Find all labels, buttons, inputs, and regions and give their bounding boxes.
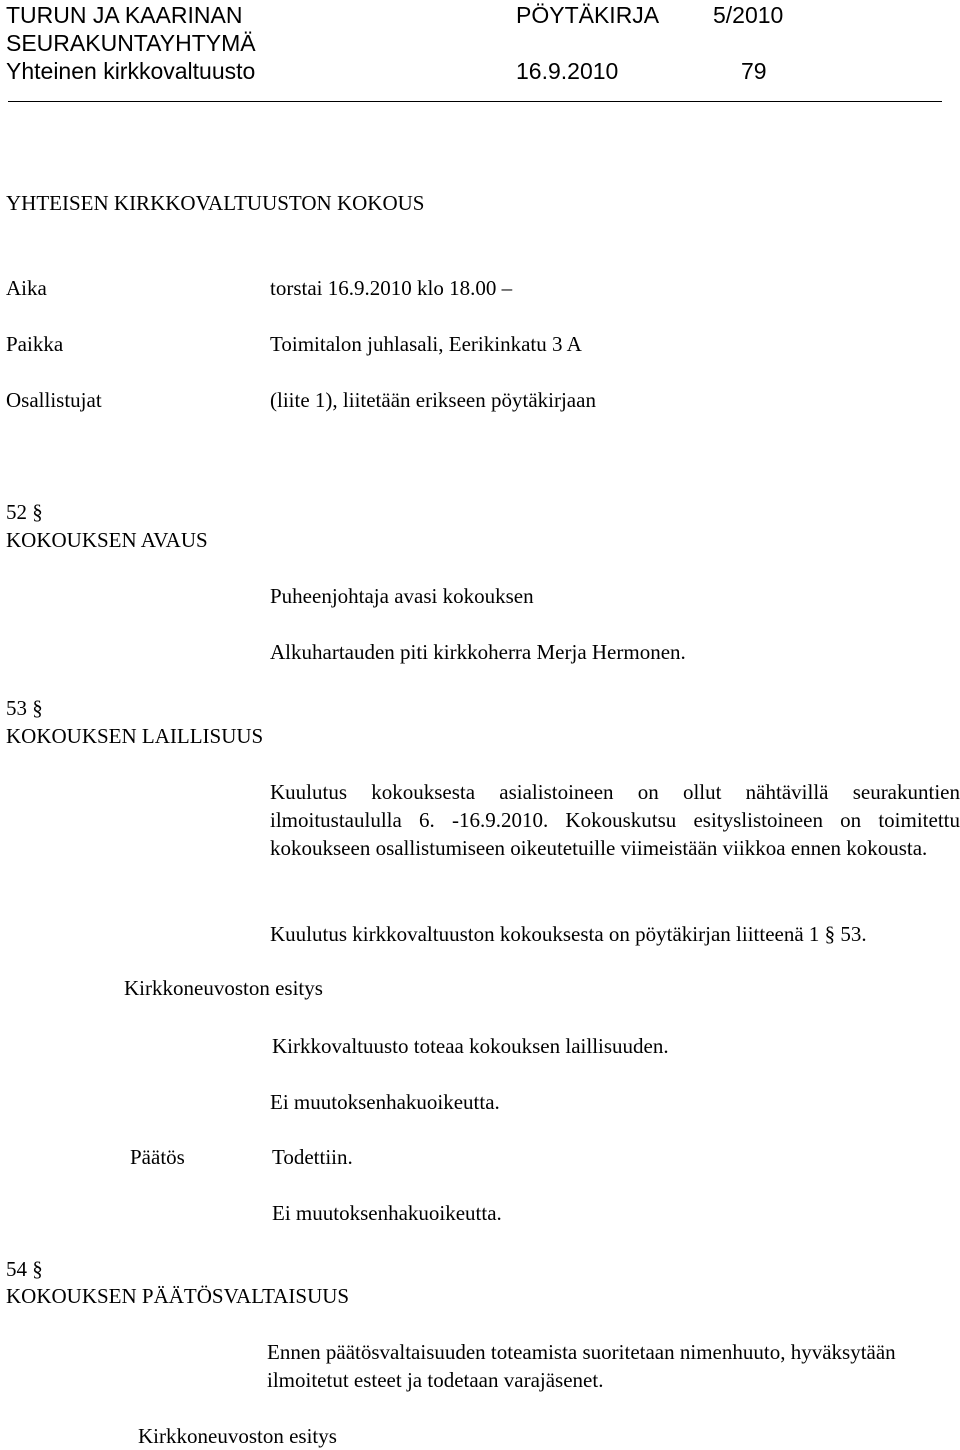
section-53-paragraph: Kuulutus kokouksesta asialistoineen on ollut nähtävillä seurakuntien ilmoitustaululla 6. -16.9.2010. Kokouskutsu esityslistoineen on toimitettu kokoukseen osallistumiseen oikeutetuille viimeistään viikkoa ennen kokousta.	[270, 780, 960, 860]
section-53-decision-label: Päätös	[130, 1145, 185, 1169]
section-53-decision-appeal: Ei muutoksenhakuoikeutta.	[272, 1201, 502, 1225]
meeting-title: YHTEISEN KIRKKOVALTUUSTON KOKOUS	[6, 191, 425, 215]
section-53-title: KOKOUKSEN LAILLISUUS	[6, 724, 264, 748]
time-value: torstai 16.9.2010 klo 18.00 –	[270, 276, 513, 300]
doc-type: PÖYTÄKIRJA	[516, 2, 660, 28]
section-54-paragraph: Ennen päätösvaltaisuuden toteamista suoritetaan nimenhuuto, hyväksytään ilmoitetut esteet ja todetaan varajäsenet.	[267, 1340, 896, 1392]
section-54-title: KOKOUKSEN PÄÄTÖSVALTAISUUS	[6, 1284, 350, 1308]
section-number: 53	[6, 696, 27, 720]
section-53-decision-text: Todettiin.	[272, 1145, 353, 1169]
section-52-line2: Alkuhartauden piti kirkkoherra Merja Hermonen.	[270, 640, 686, 664]
section-52-line1: Puheenjohtaja avasi kokouksen	[270, 584, 534, 608]
time-label: Aika	[6, 276, 47, 300]
section-53-attachment-note: Kuulutus kirkkovaltuuston kokouksesta on pöytäkirjan liitteenä 1 § 53.	[270, 922, 867, 946]
org-name-line2: SEURAKUNTAYHTYMÄ	[6, 30, 256, 56]
org-name-line1: TURUN JA KAARINAN	[6, 2, 243, 28]
section-52-heading	[6, 498, 43, 526]
section-number: 52	[6, 500, 27, 524]
section-53-heading	[6, 694, 43, 722]
participants-value: (liite 1), liitetään erikseen pöytäkirjaan	[270, 388, 596, 412]
place-label: Paikka	[6, 332, 64, 356]
section-53-proposal-text: Kirkkovaltuusto toteaa kokouksen laillisuuden.	[272, 1034, 669, 1058]
meeting-date: 16.9.2010	[516, 58, 619, 84]
page-number: 79	[741, 58, 767, 84]
doc-number: 5/2010	[713, 2, 784, 28]
place-value: Toimitalon juhlasali, Eerikinkatu 3 A	[270, 332, 582, 356]
section-53-proposal-appeal: Ei muutoksenhakuoikeutta.	[270, 1090, 500, 1114]
section-53-proposal-label: Kirkkoneuvoston esitys	[124, 976, 323, 1000]
section-number: 54	[6, 1257, 27, 1281]
section-54-heading	[6, 1255, 43, 1283]
section-sign: §	[32, 1257, 43, 1281]
participants-label: Osallistujat	[6, 388, 102, 412]
section-54-proposal-label: Kirkkoneuvoston esitys	[138, 1424, 337, 1448]
section-52-title: KOKOUKSEN AVAUS	[6, 528, 208, 552]
section-sign: §	[32, 696, 43, 720]
body-name: Yhteinen kirkkovaltuusto	[6, 58, 256, 84]
header-divider	[8, 101, 942, 102]
section-sign: §	[32, 500, 43, 524]
